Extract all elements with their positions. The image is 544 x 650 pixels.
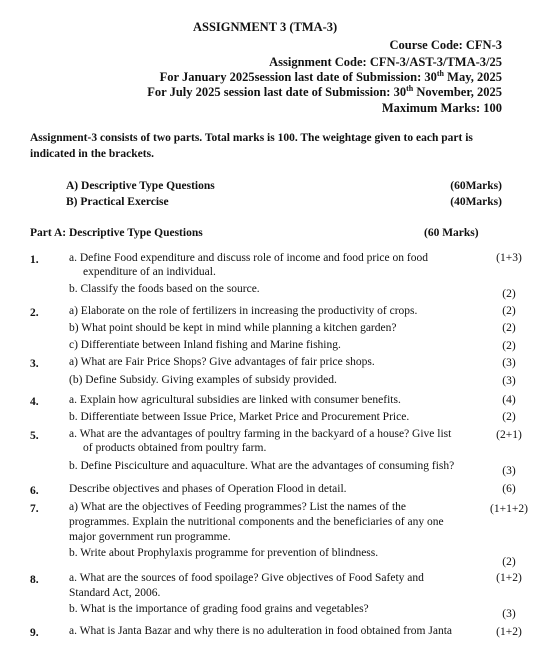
question-number: 6.: [30, 485, 39, 497]
question-text: b. Write about Prophylaxis programme for prevention of blindness.: [69, 547, 379, 559]
course-code: Course Code: CFN-3: [389, 38, 502, 52]
part-a-title: Part A: Descriptive Type Questions: [30, 227, 203, 239]
part-b-summary-marks: (40Marks): [450, 196, 502, 208]
question-text: (b) Define Subsidy. Giving examples of subsidy provided.: [69, 374, 337, 386]
question-marks: (2): [502, 305, 516, 317]
question-marks: (1+3): [496, 252, 522, 264]
question-marks: (1+1+2): [490, 503, 528, 515]
question-marks: (6): [502, 483, 516, 495]
intro-line-1: Assignment-3 consists of two parts. Total marks is 100. The weightage given to each part is: [30, 132, 473, 144]
question-number: 3.: [30, 358, 39, 370]
part-a-summary-label: A) Descriptive Type Questions: [66, 180, 215, 192]
question-text: programmes. Explain the nutritional components and the beneficiaries of any one: [69, 516, 444, 528]
question-marks: (2): [502, 288, 516, 300]
part-a-marks: (60 Marks): [424, 227, 479, 239]
question-marks: (2): [502, 340, 516, 352]
part-b-summary-label: B) Practical Exercise: [66, 196, 169, 208]
question-text: b) What point should be kept in mind while planning a kitchen garden?: [69, 322, 397, 334]
jul-deadline: For July 2025 session last date of Submission: 30th November, 2025: [147, 83, 502, 99]
question-marks: (2): [502, 322, 516, 334]
question-text: expenditure of an individual.: [83, 266, 216, 278]
jan-deadline: For January 2025session last date of Submission: 30th May, 2025: [159, 68, 502, 84]
question-number: 2.: [30, 307, 39, 319]
question-marks: (3): [502, 375, 516, 387]
question-text: b. Define Pisciculture and aquaculture. What are the advantages of consuming fish?: [69, 460, 455, 472]
max-marks: Maximum Marks: 100: [381, 101, 502, 115]
question-text: a) What are Fair Price Shops? Give advantages of fair price shops.: [69, 356, 375, 368]
question-text: of products obtained from poultry farm.: [83, 442, 267, 454]
question-marks: (3): [502, 357, 516, 369]
question-number: 8.: [30, 574, 39, 586]
question-marks: (1+2): [496, 626, 522, 638]
question-text: major government run programme.: [69, 531, 231, 543]
question-text: b. Classify the foods based on the source.: [69, 283, 260, 295]
question-marks: (3): [502, 465, 516, 477]
question-marks: (2): [502, 411, 516, 423]
question-text: b. Differentiate between Issue Price, Market Price and Procurement Price.: [69, 411, 410, 423]
question-marks: (3): [502, 608, 516, 620]
question-number: 7.: [30, 503, 39, 515]
question-text: a. Explain how agricultural subsidies are linked with consumer benefits.: [69, 394, 401, 406]
question-marks: (2): [502, 556, 516, 568]
question-marks: (4): [502, 394, 516, 406]
question-number: 9.: [30, 627, 39, 639]
question-text: c) Differentiate between Inland fishing and Marine fishing.: [69, 339, 341, 351]
question-text: Standard Act, 2006.: [69, 587, 161, 599]
assignment-title: ASSIGNMENT 3 (TMA-3): [193, 20, 338, 34]
question-number: 4.: [30, 396, 39, 408]
question-text: a) What are the objectives of Feeding programmes? List the names of the: [69, 501, 407, 513]
assignment-code: Assignment Code: CFN-3/AST-3/TMA-3/25: [269, 55, 502, 69]
question-text: a) Elaborate on the role of fertilizers in increasing the productivity of crops.: [69, 305, 418, 317]
question-text: a. What is Janta Bazar and why there is no adulteration in food obtained from Janta: [69, 625, 453, 637]
question-marks: (2+1): [496, 429, 522, 441]
question-text: Describe objectives and phases of Operation Flood in detail.: [69, 483, 347, 495]
question-text: b. What is the importance of grading food grains and vegetables?: [69, 603, 369, 615]
question-marks: (1+2): [496, 572, 522, 584]
question-text: a. Define Food expenditure and discuss role of income and food price on food: [69, 252, 428, 264]
intro-line-2: indicated in the brackets.: [30, 148, 154, 160]
question-number: 5.: [30, 430, 39, 442]
question-text: a. What are the advantages of poultry farming in the backyard of a house? Give list: [69, 428, 452, 440]
question-text: a. What are the sources of food spoilage? Give objectives of Food Safety and: [69, 572, 424, 584]
part-a-summary-marks: (60Marks): [450, 180, 502, 192]
question-number: 1.: [30, 254, 39, 266]
